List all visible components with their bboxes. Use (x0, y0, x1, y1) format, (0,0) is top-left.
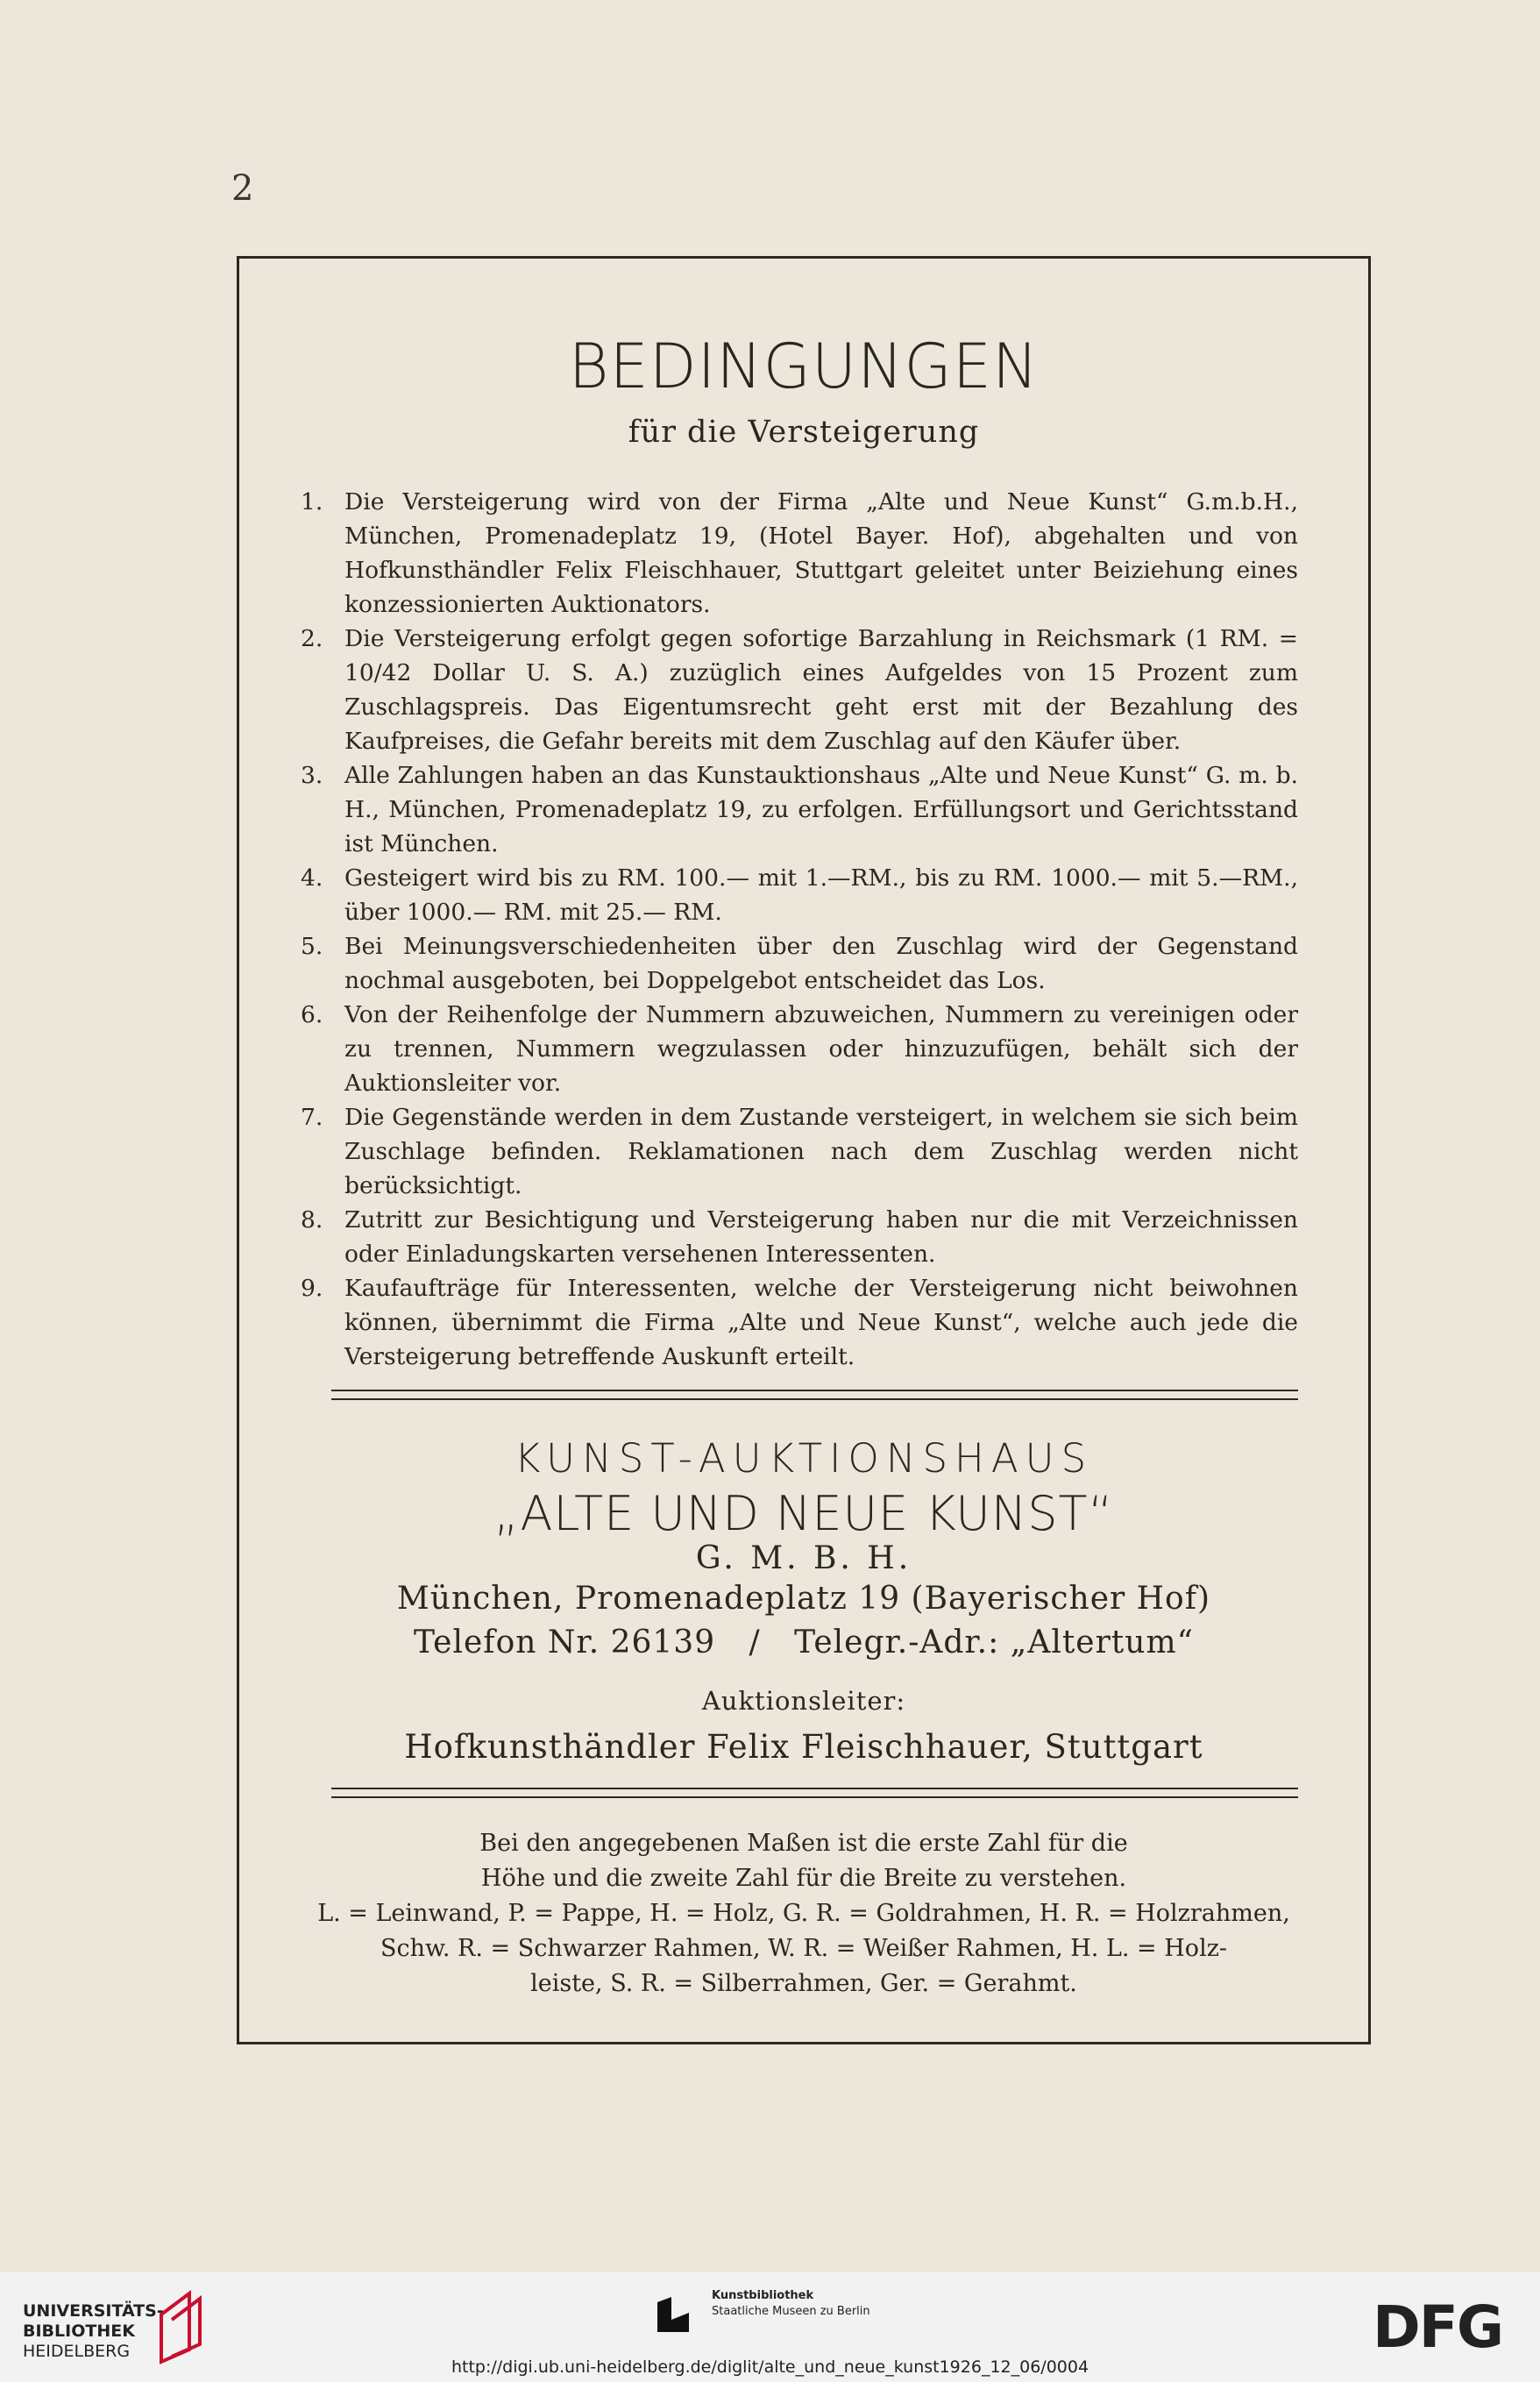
page-title: BEDINGUNGEN (568, 331, 1040, 402)
company-contact (239, 1625, 1368, 1660)
page-number: 2 (231, 168, 254, 209)
auction-house-name: KUNST-AUKTIONSHAUS (514, 1435, 1094, 1482)
divider-double-rule (331, 1788, 1298, 1798)
kb-logo-line: Kunstbibliothek (712, 2289, 814, 2302)
auctioneer-label: Auktionsleiter: (701, 1686, 906, 1716)
term-number: 9. (301, 1275, 323, 1302)
ub-logo-line: HEIDELBERG (23, 2342, 131, 2361)
ub-logo-line: UNIVERSITÄTS- (23, 2301, 164, 2321)
telegram-address: Telegr.-Adr.: „Altertum“ (794, 1625, 1195, 1660)
term-text: Alle Zahlungen haben an das Kunstauktionshaus „Alte und Neue Kunst“ G. m. b. H., München, Promenadeplatz 19, zu erfolgen. Erfüllungsort und Gerichtsstand ist München. (344, 762, 1298, 857)
terms-list (301, 485, 1298, 1374)
company-name: „ALTE UND NEUE KUNST“ (493, 1486, 1114, 1541)
abbreviation-line: L. = Leinwand, P. = Pappe, H. = Holz, G. R. = Goldrahmen, H. R. = Holzrahmen, (317, 1900, 1290, 1927)
divider-double-rule (331, 1390, 1298, 1400)
term-item (301, 1271, 1298, 1374)
term-text: Bei Meinungsverschiedenheiten über den Zuschlag wird der Gegenstand nochmal ausgeboten, bei Doppelgebot entscheidet das Los. (344, 933, 1298, 994)
permalink-url[interactable]: http://digi.ub.uni-heidelberg.de/diglit/alte_und_neue_kunst1926_12_06/0004 (451, 2357, 1089, 2377)
term-number: 4. (301, 864, 323, 892)
conditions-frame (237, 256, 1371, 2044)
kunstbibliothek-emblem-icon (656, 2293, 691, 2336)
dfg-logo[interactable]: DFG (1373, 2293, 1503, 2361)
measure-note (239, 1826, 1368, 1896)
abbreviation-note (292, 1896, 1316, 2002)
term-number: 5. (301, 933, 323, 960)
auctioneer-name: Hofkunsthändler Felix Fleischhauer, Stuttgart (404, 1728, 1203, 1766)
term-item (301, 1203, 1298, 1271)
measure-note-line: Bei den angegebenen Maßen ist die erste Zahl für die (479, 1830, 1128, 1857)
term-item (301, 861, 1298, 929)
term-number: 1. (301, 488, 323, 516)
term-text: Von der Reihenfolge der Nummern abzuweichen, Nummern zu vereinigen oder zu trennen, Nummern wegzulassen oder hinzuzufügen, behält sich der Auktionsleiter vor. (344, 1001, 1298, 1097)
ub-emblem-icon (154, 2288, 210, 2365)
kb-logo-line: Staatliche Museen zu Berlin (712, 2305, 870, 2318)
company-address: München, Promenadeplatz 19 (Bayerischer Hof) (396, 1581, 1211, 1617)
term-text: Gesteigert wird bis zu RM. 100.— mit 1.—RM., bis zu RM. 1000.— mit 5.—RM., über 1000.— RM. mit 25.— RM. (344, 864, 1298, 926)
phone-number: Telefon Nr. 26139 (413, 1625, 716, 1660)
term-item (301, 998, 1298, 1100)
abbreviation-line: leiste, S. R. = Silberrahmen, Ger. = Gerahmt. (530, 1970, 1077, 1997)
term-number: 3. (301, 762, 323, 789)
term-number: 7. (301, 1104, 323, 1131)
page-subtitle: für die Versteigerung (628, 415, 980, 450)
term-text: Kaufaufträge für Interessenten, welche der Versteigerung nicht beiwohnen können, übernimmt die Firma „Alte und Neue Kunst“, welche auch jede die Versteigerung betreffende Auskunft erteilt. (344, 1275, 1298, 1370)
term-text: Zutritt zur Besichtigung und Versteigerung haben nur die mit Verzeichnissen oder Einladungskarten versehenen Interessenten. (344, 1206, 1298, 1268)
contact-separator: / (749, 1625, 761, 1660)
term-text: Die Versteigerung erfolgt gegen sofortige Barzahlung in Reichsmark (1 RM. = 10/42 Dollar U. S. A.) zuzüglich eines Aufgeldes von 15 Prozent zum Zuschlagspreis. Das Eigentumsrecht geht erst mit der Bezahlung des Kaufpreises, die Gefahr bereits mit dem Zuschlag auf den Käufer über. (344, 625, 1298, 755)
term-number: 6. (301, 1001, 323, 1028)
term-item (301, 485, 1298, 622)
abbreviation-line: Schw. R. = Schwarzer Rahmen, W. R. = Weißer Rahmen, H. L. = Holz- (380, 1935, 1228, 1962)
term-text: Die Gegenstände werden in dem Zustande versteigert, in welchem sie sich beim Zuschlage befinden. Reklamationen nach dem Zuschlag werden nicht berücksichtigt. (344, 1104, 1298, 1199)
term-item (301, 1100, 1298, 1203)
term-item (301, 758, 1298, 861)
term-number: 2. (301, 625, 323, 652)
university-library-logo[interactable] (23, 2301, 164, 2362)
term-text: Die Versteigerung wird von der Firma „Alte und Neue Kunst“ G.m.b.H., München, Promenadeplatz 19, (Hotel Bayer. Hof), abgehalten und von Hofkunsthändler Felix Fleischhauer, Stuttgart geleitet unter Beiziehung eines konzessionierten Auktionators. (344, 488, 1298, 618)
ub-logo-line: BIBLIOTHEK (23, 2322, 135, 2341)
term-number: 8. (301, 1206, 323, 1234)
company-form: G. M. B. H. (695, 1540, 912, 1576)
term-item (301, 622, 1298, 758)
measure-note-line: Höhe und die zweite Zahl für die Breite zu verstehen. (480, 1865, 1127, 1892)
term-item (301, 929, 1298, 998)
digitization-footer (0, 2272, 1540, 2382)
